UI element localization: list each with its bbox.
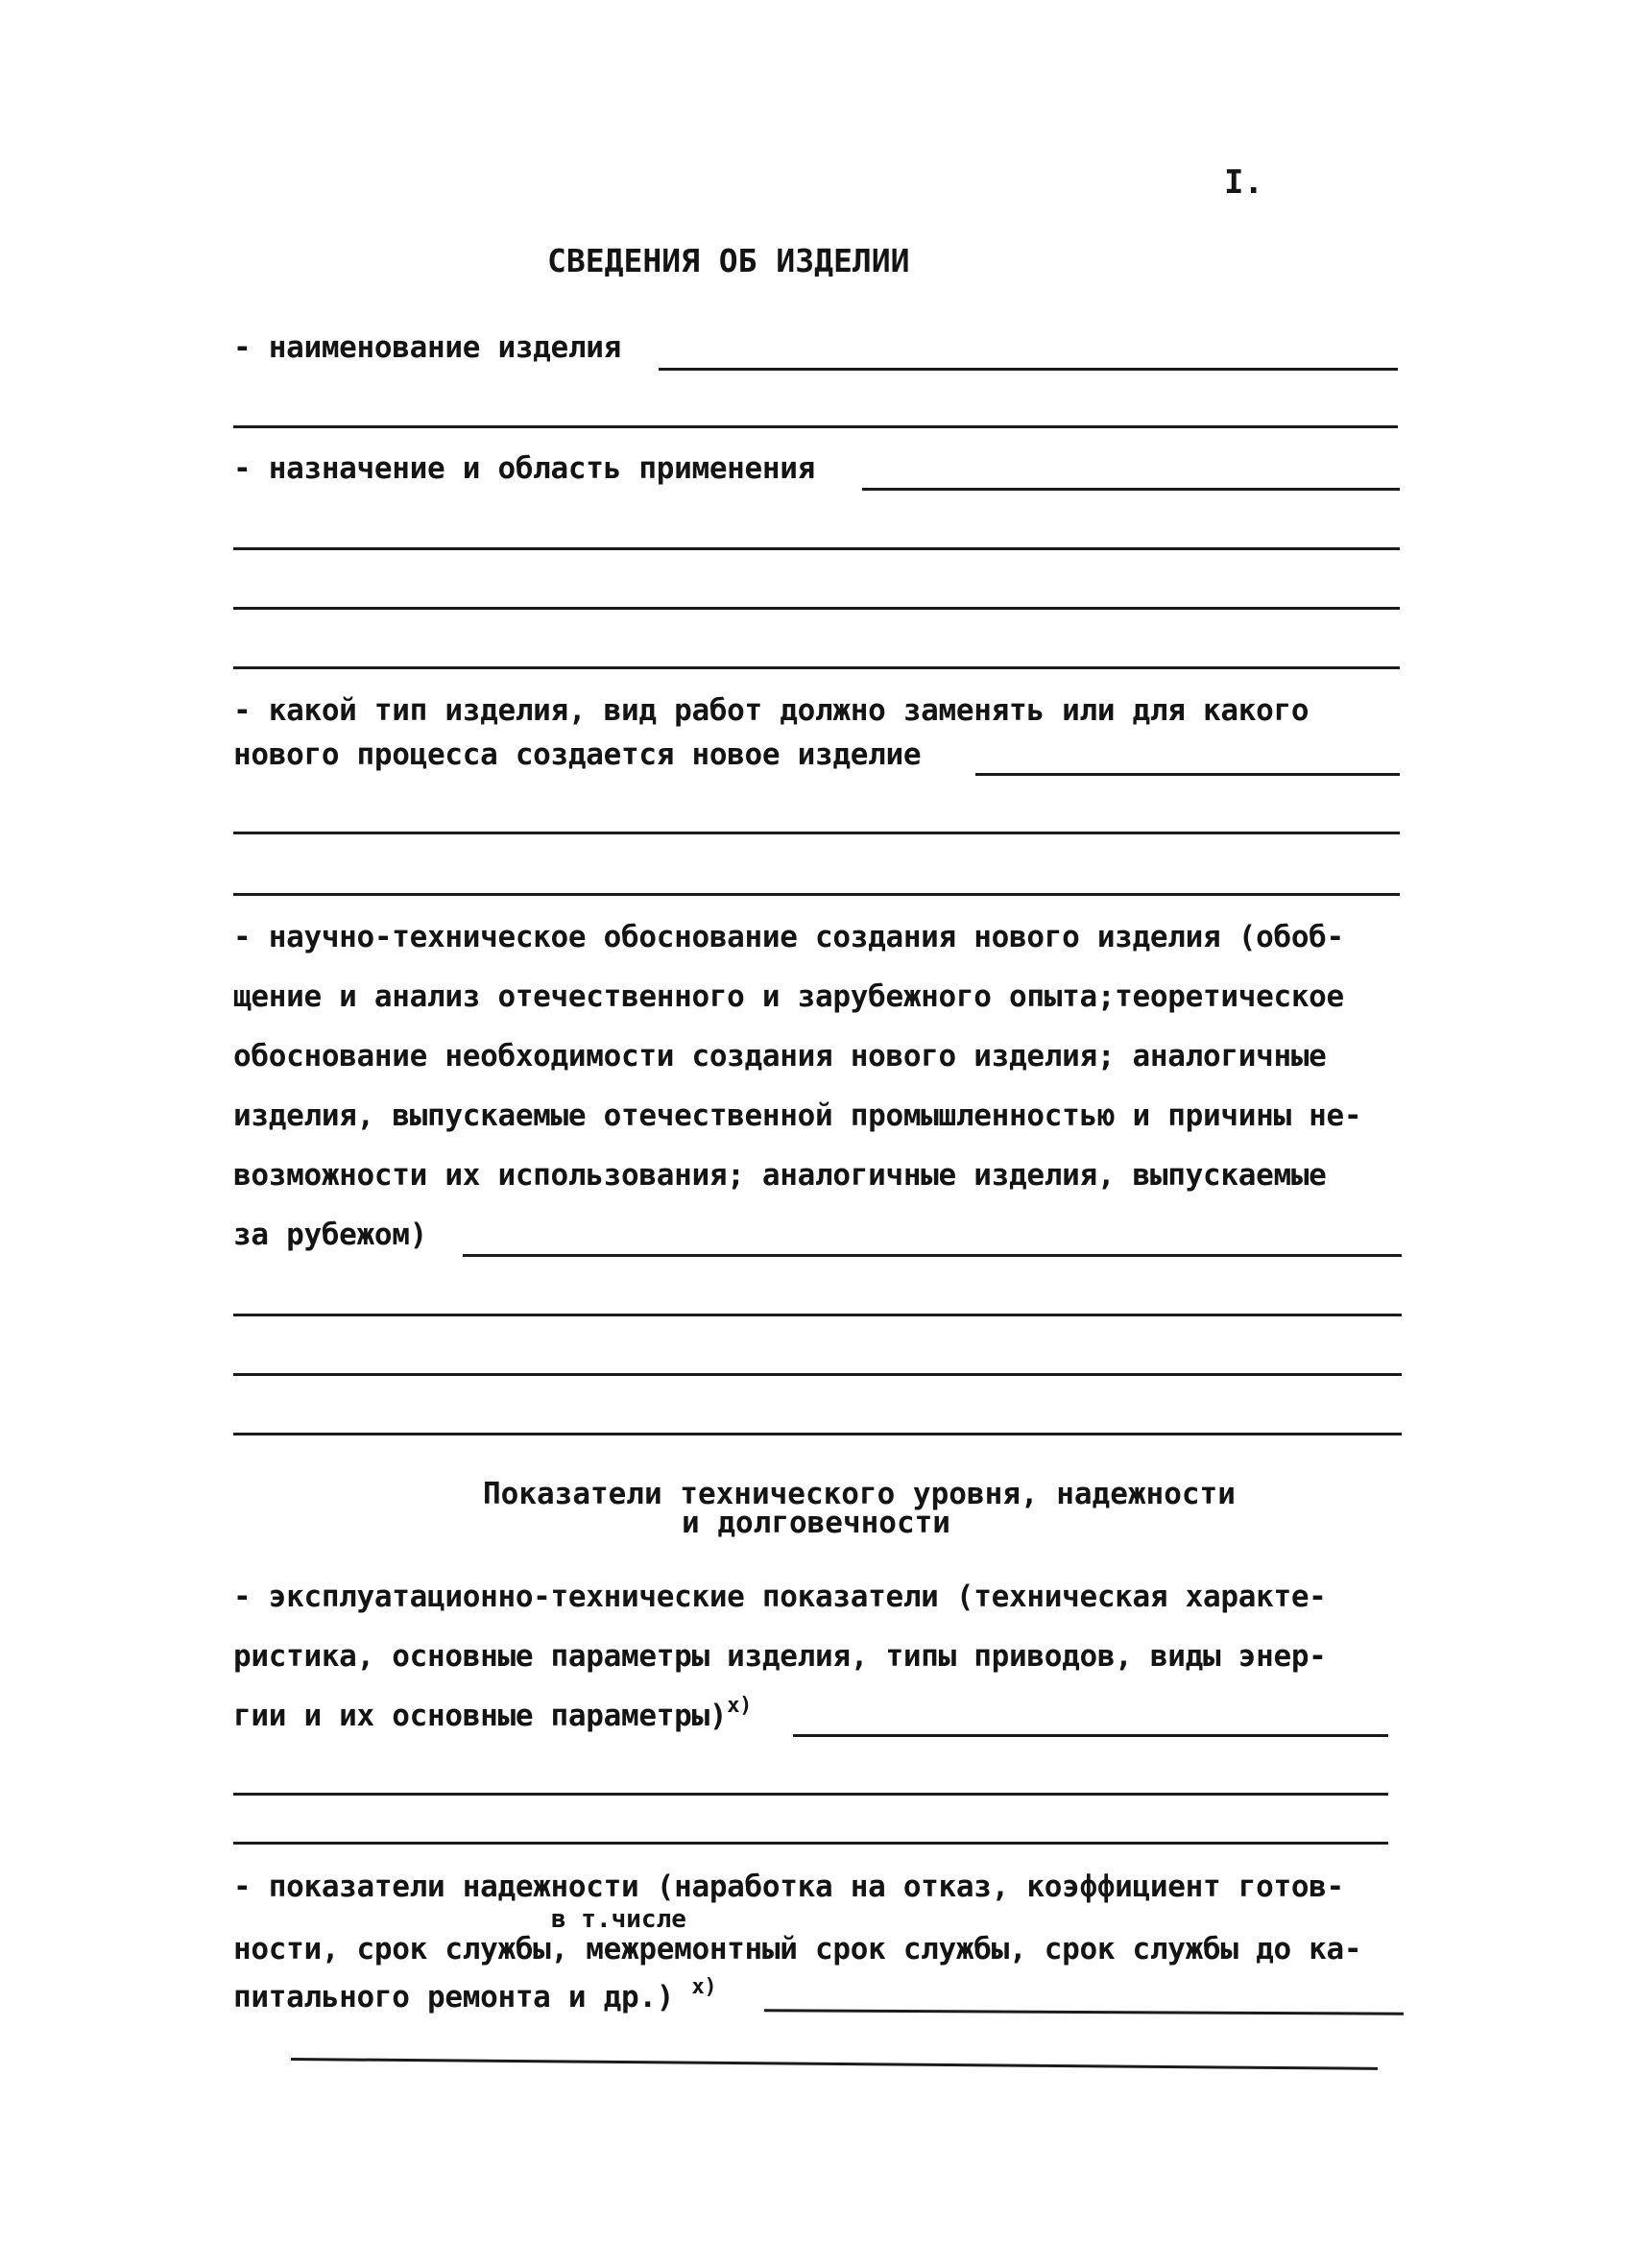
reliability-line-2: ности, срок службы, межремонтный срок службы, срок службы до ка- [233, 1932, 1362, 1966]
section-heading-line-2: и долговечности [682, 1506, 950, 1540]
product-name-field[interactable] [659, 368, 1398, 371]
reliability-line-3 [233, 1975, 717, 2016]
justification-line-4: изделия, выпускаемые отечественной промышленностью и причины не- [233, 1098, 1362, 1133]
operational-field-line-2[interactable] [233, 1793, 1388, 1796]
operational-line-1: - эксплуатационно-технические показатели (техническая характе- [233, 1580, 1327, 1614]
replacement-field-line-2[interactable] [233, 832, 1400, 834]
operational-line-3 [233, 1694, 753, 1735]
justification-line-1: - научно-техническое обоснование создания нового изделия (обоб- [233, 920, 1344, 954]
replacement-field-line-3[interactable] [233, 893, 1400, 896]
justification-field-line-3[interactable] [233, 1373, 1402, 1376]
reliability-field[interactable] [764, 2009, 1404, 2015]
justification-line-3: обоснование необходимости создания нового изделия; аналогичные [233, 1039, 1327, 1074]
footnote-mark-2: x) [691, 1975, 717, 1999]
justification-field-line-4[interactable] [233, 1433, 1402, 1436]
purpose-field-line-3[interactable] [233, 607, 1400, 610]
replacement-field[interactable] [975, 773, 1400, 776]
reliability-field-line-2[interactable] [291, 2058, 1378, 2070]
replacement-label-line-1: - какой тип изделия, вид работ должно заменять или для какого [233, 693, 1310, 728]
page-title: СВЕДЕНИЯ ОБ ИЗДЕЛИИ [547, 242, 910, 279]
justification-line-2: щение и анализ отечественного и зарубежного опыта;теоретическое [233, 979, 1344, 1014]
operational-line-2: ристика, основные параметры изделия, типы приводов, виды энер- [233, 1639, 1327, 1674]
operational-field[interactable] [793, 1734, 1388, 1737]
purpose-label: - назначение и область применения [233, 451, 815, 486]
operational-line-3-text: гии и их основные параметры) [233, 1699, 728, 1733]
section-heading-line-1: Показатели технического уровня, надежности [483, 1477, 1236, 1511]
footnote-mark: x) [727, 1694, 753, 1718]
justification-field[interactable] [463, 1254, 1402, 1257]
purpose-field[interactable] [862, 488, 1400, 491]
purpose-field-line-4[interactable] [233, 666, 1400, 669]
operational-field-line-3[interactable] [233, 1842, 1388, 1845]
product-name-field-line-2[interactable] [233, 425, 1398, 428]
justification-field-line-2[interactable] [233, 1314, 1402, 1316]
reliability-line-3-text: питального ремонта и др.) [233, 1980, 675, 2015]
replacement-label-line-2: нового процесса создается новое изделие [233, 737, 922, 772]
purpose-field-line-2[interactable] [233, 547, 1400, 550]
product-name-label: - наименование изделия [233, 330, 621, 365]
justification-line-5: возможности их использования; аналогичные изделия, выпускаемые [233, 1158, 1327, 1193]
reliability-line-1: - показатели надежности (наработка на отказ, коэффициент готов- [233, 1870, 1344, 1904]
page-number: I. [1224, 163, 1263, 202]
justification-line-6: за рубежом) [233, 1218, 427, 1252]
reliability-handwritten-insert: в т.числе [551, 1905, 686, 1934]
